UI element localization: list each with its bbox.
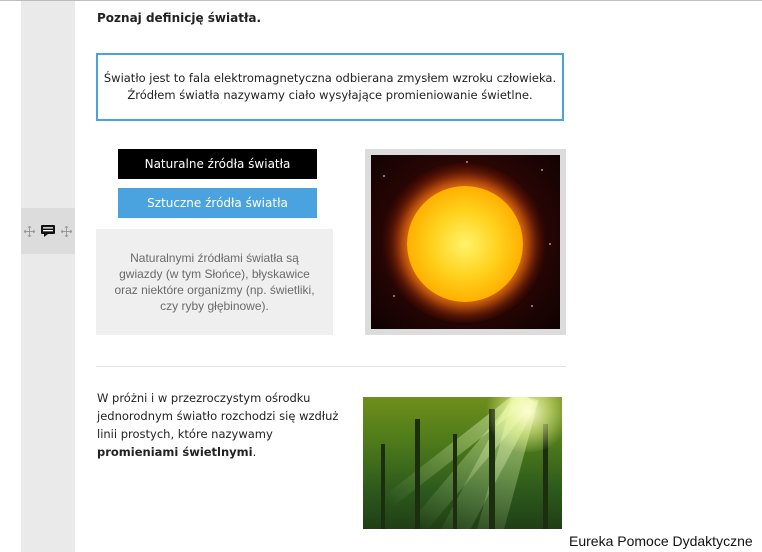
rail-widget[interactable] bbox=[21, 208, 75, 254]
natural-sources-button[interactable]: Naturalne źródła światła bbox=[118, 149, 317, 179]
definition-box bbox=[96, 53, 564, 121]
move-icon[interactable] bbox=[24, 226, 35, 237]
rays-bold-term: promieniami świetlnymi bbox=[97, 445, 253, 459]
info-box bbox=[96, 229, 333, 335]
top-border bbox=[0, 0, 762, 1]
watermark: Eureka Pomoce Dydaktyczne bbox=[569, 533, 753, 549]
forest-light-image bbox=[363, 397, 562, 529]
definition-line-1: Światło jest to fala elektromagnetyczna odbierana zmysłem wzroku człowieka. bbox=[103, 71, 557, 85]
sun-image bbox=[371, 155, 560, 329]
artificial-sources-button[interactable]: Sztuczne źródła światła bbox=[118, 188, 317, 218]
rays-text-end: . bbox=[252, 445, 257, 459]
move-icon[interactable] bbox=[61, 226, 72, 237]
rays-text: W próżni i w przezroczystym ośrodku jednorodnym światło rozchodzi się wzdłuż linii prostych, które nazywamy bbox=[97, 391, 339, 441]
section-divider bbox=[96, 366, 566, 367]
page-title: Poznaj definicję światła. bbox=[97, 11, 262, 25]
left-rail bbox=[21, 1, 75, 552]
sun-image-frame bbox=[365, 149, 566, 335]
definition-line-2: Źródłem światła nazywamy ciało wysyłające promieniowanie świetlne. bbox=[127, 88, 533, 102]
info-text: Naturalnymi źródłami światła są gwiazdy (w tym Słońce), błyskawice oraz niektóre organizmy (np. świetliki, czy ryby głębinowe). bbox=[114, 251, 315, 313]
comment-icon[interactable] bbox=[40, 224, 56, 238]
rays-paragraph bbox=[97, 389, 343, 461]
